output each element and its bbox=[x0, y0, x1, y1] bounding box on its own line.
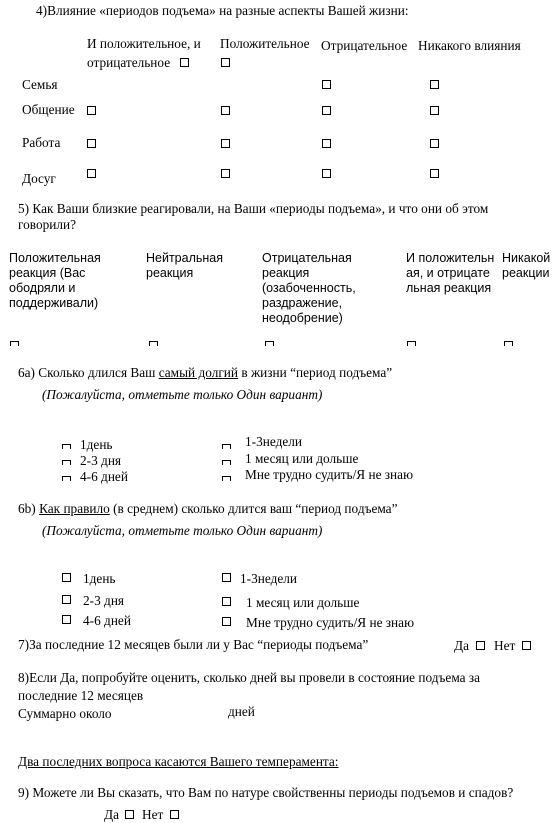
q4-col3-header: Отрицательное bbox=[321, 38, 408, 53]
q4-title: 4)Влияние «периодов подъема» на разные аспекты Вашей жизни: bbox=[36, 3, 409, 18]
q4-leisure-both-checkbox[interactable] bbox=[87, 169, 96, 178]
q6a-prefix: 6а) Сколько длился Ваш bbox=[18, 365, 159, 380]
q6b-option-2-3days-checkbox[interactable] bbox=[62, 595, 71, 604]
q6a-option-4-6days-checkbox[interactable] bbox=[62, 476, 71, 481]
q7-yes-label: Да bbox=[454, 638, 469, 653]
q5-col-positive: Положительная реакция (Вас ободряли и поддерживали) bbox=[9, 251, 101, 310]
q9-no-checkbox[interactable] bbox=[170, 810, 179, 819]
q4-header-checkbox[interactable] bbox=[180, 58, 189, 67]
q6a-option-month: 1 месяц или дольше bbox=[245, 451, 359, 466]
q6a-note: (Пожалуйста, отметьте только Один вариант) bbox=[42, 387, 323, 402]
q6b-underlined: Как правило bbox=[39, 501, 110, 516]
q4-col1-header-line1: И положительное, и bbox=[87, 36, 201, 51]
q6b-title bbox=[18, 501, 397, 517]
q5-positive-checkbox[interactable] bbox=[10, 341, 19, 346]
q8-days-label: дней bbox=[228, 704, 255, 719]
q6b-option-1day: 1день bbox=[83, 571, 116, 586]
q6a-option-1day: 1день bbox=[80, 437, 113, 452]
q4-row-work-label: Работа bbox=[22, 135, 61, 150]
q5-negative-checkbox[interactable] bbox=[265, 341, 274, 346]
q5-col-neutral: Нейтральная реакция bbox=[146, 251, 224, 280]
q4-work-both-checkbox[interactable] bbox=[87, 139, 96, 148]
q4-col4-header: Никакого влияния bbox=[418, 38, 521, 53]
q6b-note: (Пожалуйста, отметьте только Один вариант) bbox=[42, 523, 323, 538]
q4-communication-both-checkbox[interactable] bbox=[87, 106, 96, 115]
q6b-option-2-3days: 2-3 дня bbox=[83, 593, 125, 608]
q6a-option-1-3weeks: 1-3недели bbox=[245, 434, 302, 449]
q9-yes-label: Да bbox=[104, 807, 119, 822]
temperament-heading: Два последних вопроса касаются Вашего темперамента: bbox=[18, 754, 339, 769]
q6a-underlined: самый долгий bbox=[158, 365, 239, 380]
q4-communication-none-checkbox[interactable] bbox=[430, 106, 439, 115]
q6a-option-month-checkbox[interactable] bbox=[222, 460, 231, 465]
q6b-suffix: (в среднем) сколько длится ваш “период подъема” bbox=[109, 501, 398, 516]
q7-no-checkbox[interactable] bbox=[522, 641, 531, 650]
q4-work-negative-checkbox[interactable] bbox=[322, 139, 331, 148]
q6b-option-1-3weeks: 1-3недели bbox=[240, 571, 297, 586]
q9-text: 9) Можете ли Вы сказать, что Вам по натуре свойственны периоды подъемов и спадов? bbox=[18, 785, 514, 800]
q5-none-checkbox[interactable] bbox=[504, 341, 513, 346]
q6a-option-1-3weeks-checkbox[interactable] bbox=[222, 444, 231, 449]
q4-row-leisure-label: Досуг bbox=[22, 171, 56, 186]
q6b-option-4-6days: 4-6 дней bbox=[83, 613, 131, 628]
q4-leisure-none-checkbox[interactable] bbox=[430, 169, 439, 178]
q5-title-line1: 5) Как Ваши близкие реагировали, на Ваши «периоды подъема», и что они об этом bbox=[18, 201, 489, 216]
q6b-option-month-checkbox[interactable] bbox=[222, 597, 231, 606]
q4-leisure-negative-checkbox[interactable] bbox=[322, 169, 331, 178]
q4-col2-header: Положительное bbox=[220, 36, 310, 51]
q5-col-both: И положительная, и отрицательная реакция bbox=[406, 251, 495, 295]
q5-both-checkbox[interactable] bbox=[407, 341, 416, 346]
q8-line1: 8)Если Да, попробуйте оценить, сколько дней вы провели в состояние подъема за bbox=[18, 670, 481, 685]
q4-family-none-checkbox[interactable] bbox=[430, 80, 439, 89]
q4-communication-negative-checkbox[interactable] bbox=[322, 106, 331, 115]
q6a-option-unknown: Мне трудно судить/Я не знаю bbox=[245, 467, 414, 482]
q6a-option-unknown-checkbox[interactable] bbox=[222, 476, 231, 481]
q7-yes-checkbox[interactable] bbox=[476, 641, 485, 650]
q5-title-line2: говорили? bbox=[18, 217, 77, 232]
q6b-option-unknown: Мне трудно судить/Я не знаю bbox=[246, 615, 415, 630]
q7-no-label: Нет bbox=[494, 638, 516, 653]
q6a-suffix: в жизни “период подъема” bbox=[238, 365, 393, 380]
q5-col-none: Никакой реакции bbox=[502, 251, 551, 280]
q8-line2: последние 12 месяцев bbox=[18, 688, 144, 703]
q7-text: 7)За последние 12 месяцев были ли у Вас “периоды подъема” bbox=[18, 637, 369, 652]
q4-work-positive-checkbox[interactable] bbox=[221, 139, 230, 148]
q6b-option-4-6days-checkbox[interactable] bbox=[62, 615, 71, 624]
q6a-option-2-3days-checkbox[interactable] bbox=[62, 460, 71, 465]
q4-leisure-positive-checkbox[interactable] bbox=[221, 169, 230, 178]
q6b-option-unknown-checkbox[interactable] bbox=[222, 617, 231, 626]
q6a-option-4-6days: 4-6 дней bbox=[80, 469, 128, 484]
q6b-option-month: 1 месяц или дольше bbox=[246, 595, 360, 610]
q5-col-negative: Отрицательная реакция (озабоченность, раздражение, неодобрение) bbox=[262, 251, 356, 325]
q9-yes-checkbox[interactable] bbox=[125, 810, 134, 819]
q4-header-checkbox[interactable] bbox=[221, 58, 230, 67]
q4-row-communication-label: Общение bbox=[22, 102, 75, 117]
q4-col1-header-line2: отрицательное bbox=[87, 55, 171, 70]
q9-no-label: Нет bbox=[142, 807, 164, 822]
q6a-option-2-3days: 2-3 дня bbox=[80, 453, 122, 468]
q5-neutral-checkbox[interactable] bbox=[149, 341, 158, 346]
q6a-option-1day-checkbox[interactable] bbox=[62, 444, 71, 449]
q6b-option-1day-checkbox[interactable] bbox=[62, 573, 71, 582]
q8-total-label: Суммарно около bbox=[18, 706, 112, 721]
q4-communication-positive-checkbox[interactable] bbox=[221, 106, 230, 115]
q4-family-negative-checkbox[interactable] bbox=[322, 80, 331, 89]
q6b-option-1-3weeks-checkbox[interactable] bbox=[222, 573, 231, 582]
q6a-title bbox=[18, 365, 392, 381]
q6b-prefix: 6b) bbox=[18, 501, 40, 516]
q4-row-family-label: Семья bbox=[22, 77, 58, 92]
q4-work-none-checkbox[interactable] bbox=[430, 139, 439, 148]
